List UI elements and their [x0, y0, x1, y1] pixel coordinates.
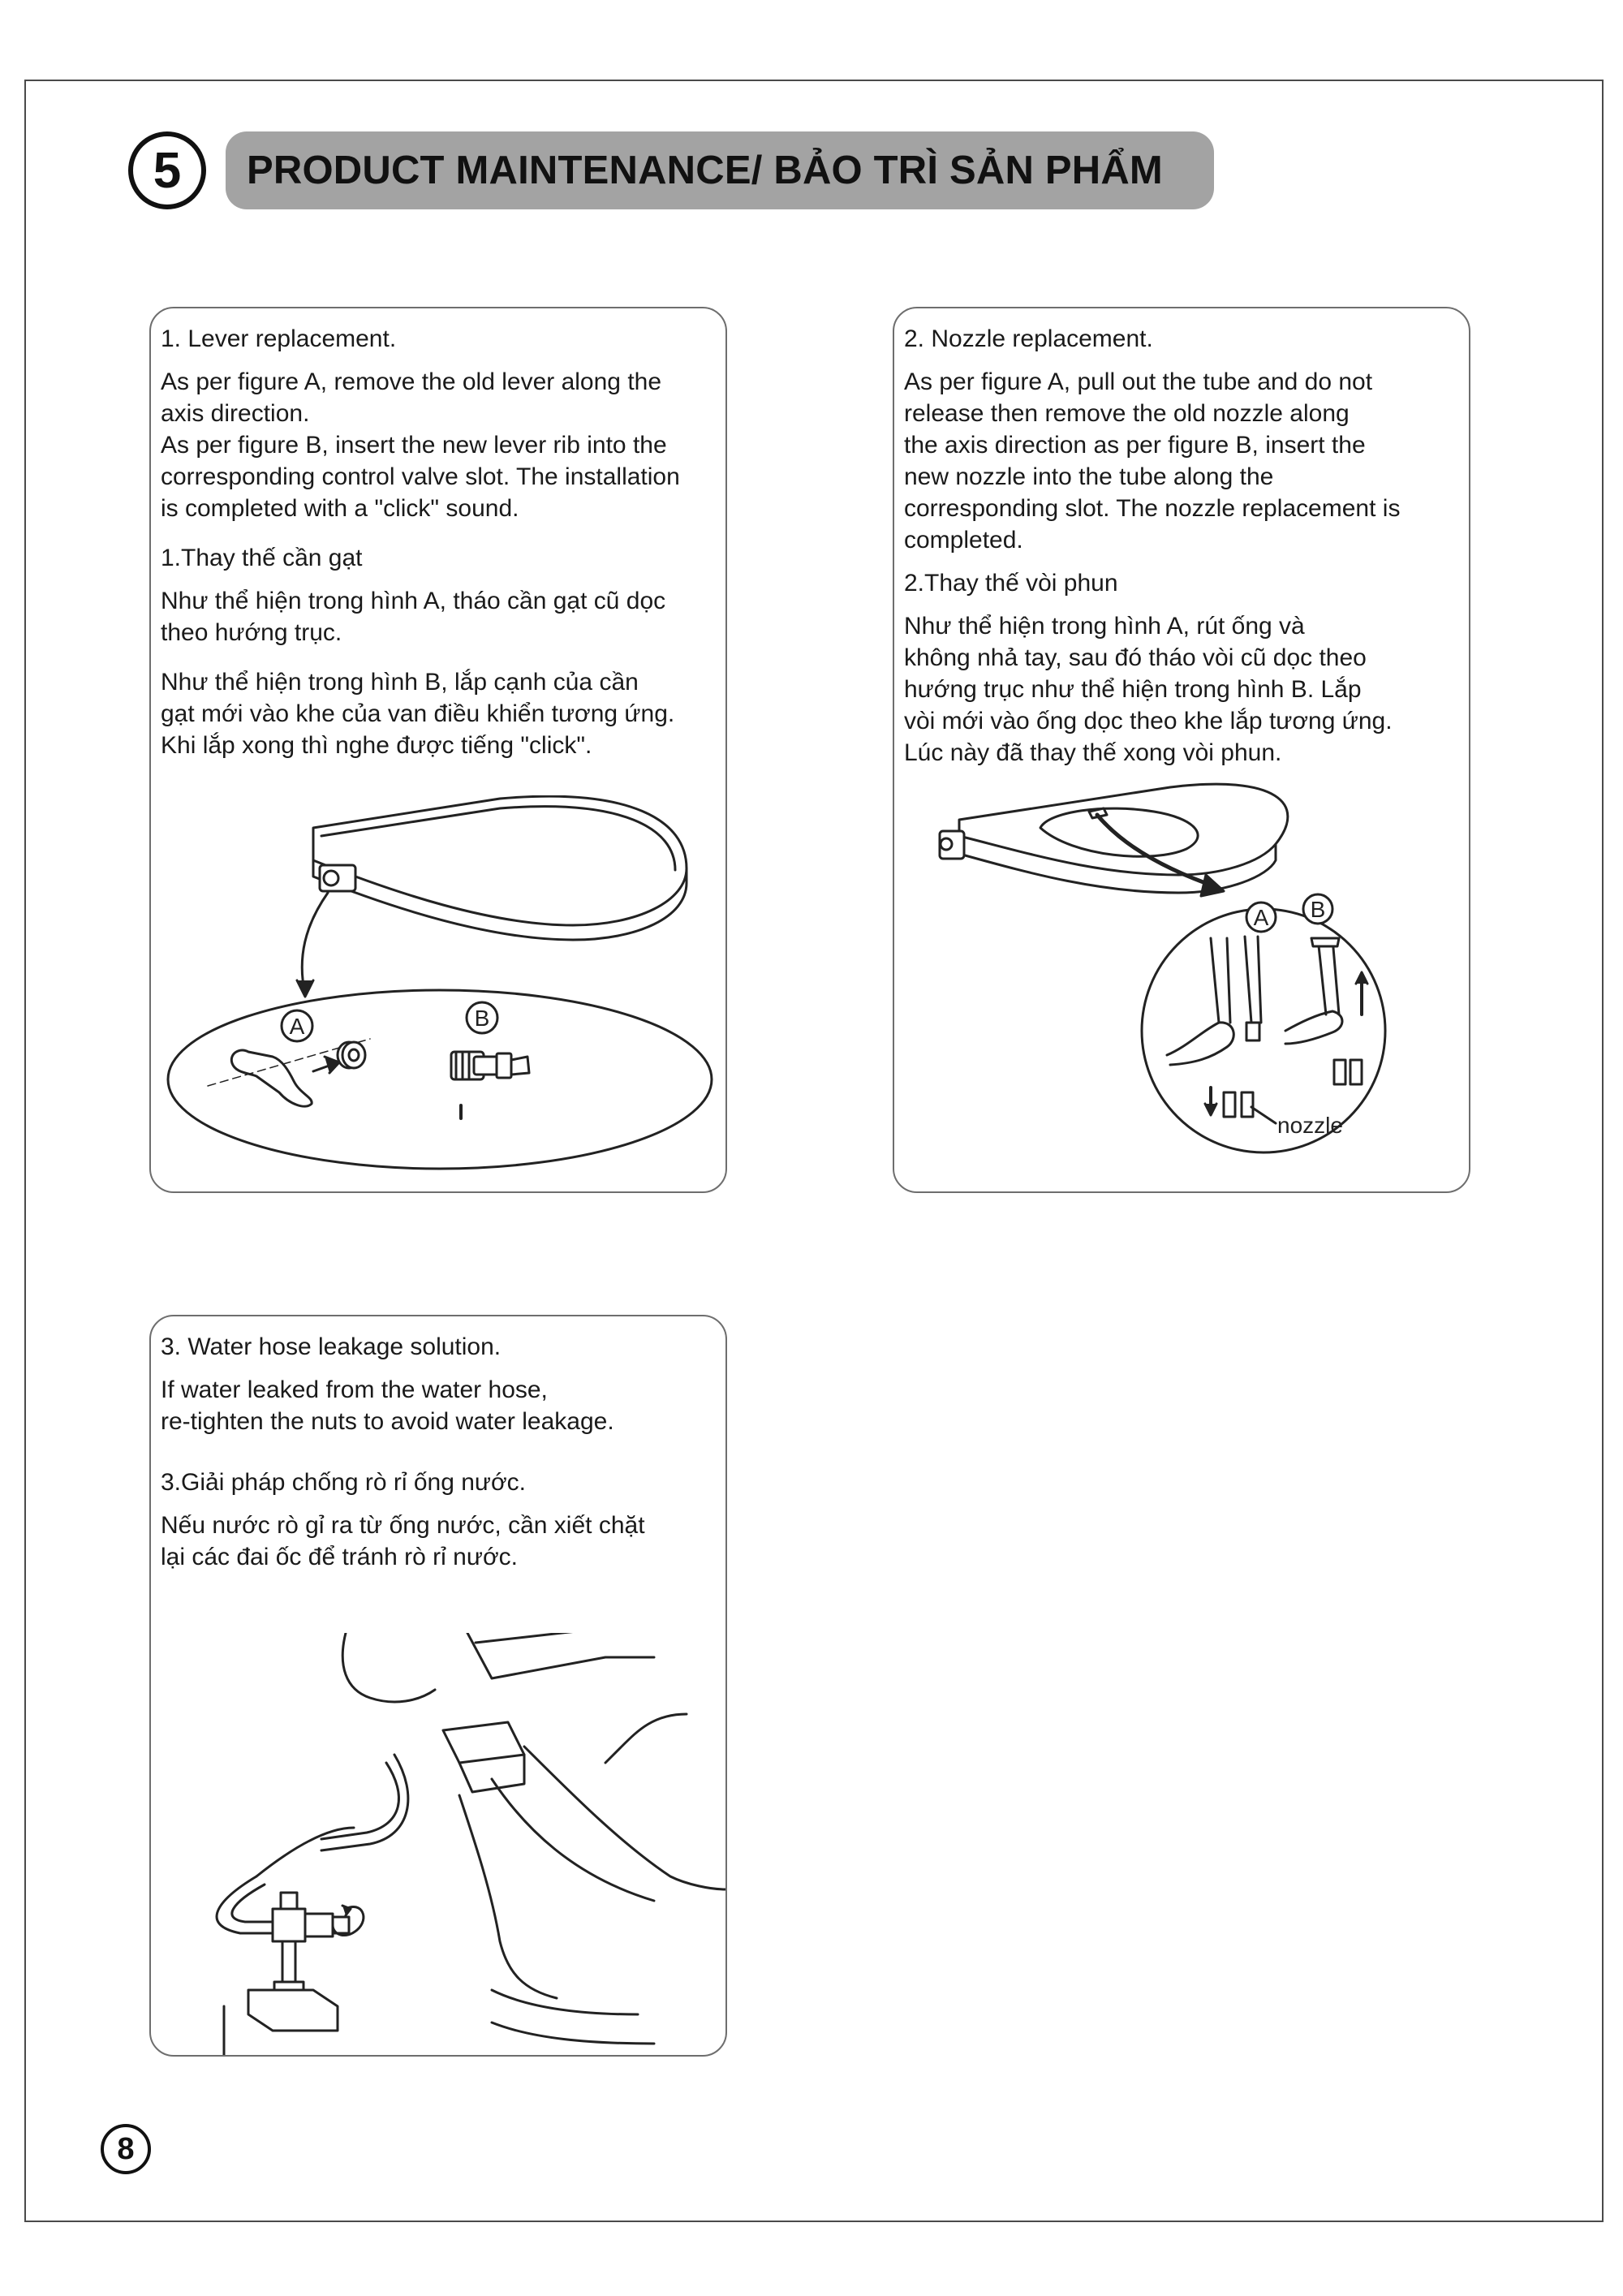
nozzle-callout-label: nozzle: [1277, 1113, 1343, 1138]
nozzle-body-vi-line: vòi mới vào ống dọc theo khe lắp tương ứng.: [904, 708, 1393, 734]
nozzle-illustration: [894, 779, 1469, 1185]
lever-illustration: [151, 795, 725, 1185]
card-hose-text: [161, 1331, 717, 1573]
lever-body-vi-line: Như thể hiện trong hình B, lắp cạnh của cần: [161, 669, 639, 696]
nozzle-body-en-line: As per figure A, pull out the tube and do not: [904, 368, 1373, 395]
nozzle-body-en-line: new nozzle into the tube along the: [904, 463, 1274, 490]
hose-illustration: [151, 1633, 725, 2055]
lever-body-vi-line: gạt mới vào khe của van điều khiển tương ứng.: [161, 700, 675, 727]
hose-heading-vi: 3.Giải pháp chống rò rỉ ống nước.: [161, 1469, 527, 1496]
hose-body-en-line: If water leaked from the water hose,: [161, 1376, 548, 1403]
nozzle-body-vi-line: Lúc này đã thay thế xong vòi phun.: [904, 739, 1282, 766]
hose-heading-en: 3. Water hose leakage solution.: [161, 1333, 502, 1360]
nozzle-body-en-line: corresponding slot. The nozzle replacement is: [904, 495, 1401, 522]
nozzle-heading-en: 2. Nozzle replacement.: [904, 325, 1153, 352]
lever-figure-label-a: A: [289, 1014, 305, 1039]
lever-body-vi-line: Khi lắp xong thì nghe được tiếng "click".: [161, 732, 592, 759]
lever-body-en-line: is completed with a "click" sound.: [161, 495, 519, 522]
card-nozzle-text: [904, 323, 1461, 769]
lever-body-en-line: corresponding control valve slot. The installation: [161, 463, 680, 490]
nozzle-body-vi-line: hướng trục như thể hiện trong hình B. Lắp: [904, 676, 1362, 703]
section-number-badge: 5: [128, 131, 206, 209]
lever-body-en-line: As per figure B, insert the new lever rib into the: [161, 432, 667, 459]
lever-heading-en: 1. Lever replacement.: [161, 325, 397, 352]
card-lever-replacement: [149, 307, 727, 1193]
lever-body-en-line: As per figure A, remove the old lever along the: [161, 368, 662, 395]
page-number-badge: 8: [101, 2124, 151, 2174]
nozzle-figure-label-b: B: [1310, 897, 1326, 922]
nozzle-body-en-line: completed.: [904, 527, 1023, 554]
lever-body-vi-line: Như thể hiện trong hình A, tháo cần gạt cũ dọc: [161, 588, 666, 614]
nozzle-body-vi-line: Như thể hiện trong hình A, rút ống và: [904, 613, 1305, 640]
card-nozzle-replacement: [893, 307, 1470, 1193]
card-water-hose-leakage: [149, 1315, 727, 2057]
nozzle-figure-label-a: A: [1253, 905, 1269, 930]
nozzle-body-vi-line: không nhả tay, sau đó tháo vòi cũ dọc theo: [904, 644, 1367, 671]
hose-body-vi-line: Nếu nước rò gỉ ra từ ống nước, cần xiết chặt: [161, 1512, 645, 1539]
hose-body-vi-line: lại các đai ốc để tránh rò rỉ nước.: [161, 1544, 518, 1570]
lever-figure-label-b: B: [474, 1006, 490, 1031]
nozzle-body-en-line: the axis direction as per figure B, insert the: [904, 432, 1366, 459]
card-lever-text: [161, 323, 717, 761]
hose-body-en-line: re-tighten the nuts to avoid water leakage.: [161, 1408, 614, 1435]
nozzle-heading-vi: 2.Thay thế vòi phun: [904, 570, 1118, 597]
lever-body-en-line: axis direction.: [161, 400, 310, 427]
lever-body-vi-line: theo hướng trục.: [161, 619, 342, 646]
lever-heading-vi: 1.Thay thế cần gạt: [161, 545, 363, 571]
nozzle-body-en-line: release then remove the old nozzle along: [904, 400, 1350, 427]
section-title: PRODUCT MAINTENANCE/ BẢO TRÌ SẢN PHẨM: [226, 131, 1214, 209]
